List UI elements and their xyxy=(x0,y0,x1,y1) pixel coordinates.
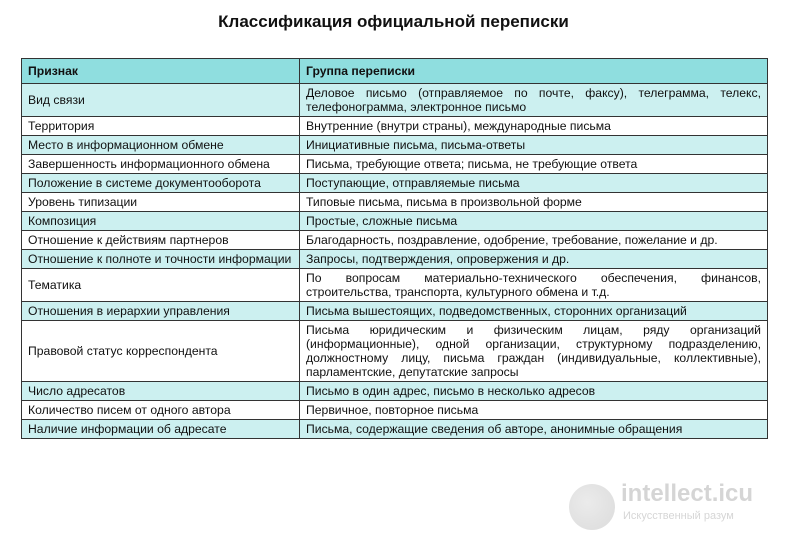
watermark xyxy=(569,480,779,540)
feature-cell: Композиция xyxy=(22,212,300,231)
group-cell: Типовые письма, письма в произвольной форме xyxy=(300,193,768,212)
group-cell: Первичное, повторное письма xyxy=(300,401,768,420)
table-row xyxy=(22,250,768,269)
feature-cell: Отношение к действиям партнеров xyxy=(22,231,300,250)
watermark-text: intellect.icu xyxy=(621,480,754,507)
group-cell: Письма, требующие ответа; письма, не требующие ответа xyxy=(300,155,768,174)
table-row xyxy=(22,136,768,155)
table-row xyxy=(22,84,768,117)
feature-cell: Вид связи xyxy=(22,84,300,117)
watermark-subtitle: Искусственный разум xyxy=(623,510,734,522)
feature-cell: Наличие информации об адресате xyxy=(22,420,300,439)
table-row xyxy=(22,269,768,302)
table-row xyxy=(22,212,768,231)
watermark-logo-icon xyxy=(569,484,615,530)
group-cell: Письма вышестоящих, подведомственных, сторонних организаций xyxy=(300,302,768,321)
page-title: Классификация официальной переписки xyxy=(218,12,569,31)
feature-cell: Положение в системе документооборота xyxy=(22,174,300,193)
table-row xyxy=(22,155,768,174)
feature-cell: Завершенность информационного обмена xyxy=(22,155,300,174)
feature-cell: Отношение к полноте и точности информации xyxy=(22,250,300,269)
feature-cell: Тематика xyxy=(22,269,300,302)
table-row xyxy=(22,420,768,439)
group-cell: Благодарность, поздравление, одобрение, требование, пожелание и др. xyxy=(300,231,768,250)
table-row xyxy=(22,117,768,136)
group-cell: Поступающие, отправляемые письма xyxy=(300,174,768,193)
table-header-row xyxy=(22,59,768,84)
classification-table xyxy=(21,58,768,439)
feature-cell: Правовой статус корреспондента xyxy=(22,321,300,382)
table-row xyxy=(22,382,768,401)
table-row xyxy=(22,321,768,382)
feature-cell: Место в информационном обмене xyxy=(22,136,300,155)
group-cell: Инициативные письма, письма-ответы xyxy=(300,136,768,155)
feature-cell: Территория xyxy=(22,117,300,136)
table-body xyxy=(22,84,768,439)
group-cell: Письмо в один адрес, письмо в несколько адресов xyxy=(300,382,768,401)
feature-cell: Отношения в иерархии управления xyxy=(22,302,300,321)
feature-cell: Уровень типизации xyxy=(22,193,300,212)
table-row xyxy=(22,193,768,212)
group-cell: По вопросам материально-технического обеспечения, финансов, строительства, транспорта, культурного обмена и т.д. xyxy=(300,269,768,302)
table-row xyxy=(22,231,768,250)
group-cell: Письма юридическим и физическим лицам, ряду организаций (информационные), одной организации, структурному подразделению, должностному лицу, письма граждан (индивидуальные, коллективные), парламентские, депутатские запросы xyxy=(300,321,768,382)
group-cell: Деловое письмо (отправляемое по почте, факсу), телеграмма, телекс, телефонограмма, электронное письмо xyxy=(300,84,768,117)
group-cell: Внутренние (внутри страны), международные письма xyxy=(300,117,768,136)
group-cell: Письма, содержащие сведения об авторе, анонимные обращения xyxy=(300,420,768,439)
feature-cell: Число адресатов xyxy=(22,382,300,401)
header-group: Группа переписки xyxy=(300,59,768,84)
feature-cell: Количество писем от одного автора xyxy=(22,401,300,420)
group-cell: Запросы, подтверждения, опровержения и др. xyxy=(300,250,768,269)
header-feature: Признак xyxy=(22,59,300,84)
group-cell: Простые, сложные письма xyxy=(300,212,768,231)
table-row xyxy=(22,302,768,321)
table-row xyxy=(22,401,768,420)
table-row xyxy=(22,174,768,193)
